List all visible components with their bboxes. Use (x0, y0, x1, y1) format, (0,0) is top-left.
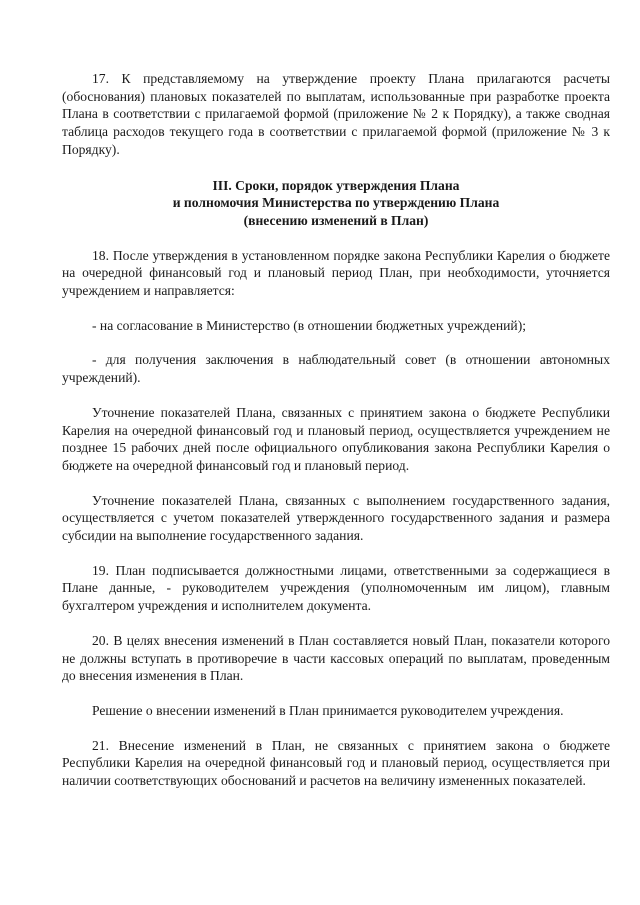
paragraph-18-item-1: - на согласование в Министерство (в отношении бюджетных учреждений); (92, 317, 526, 333)
paragraph-18-item-2: - для получения заключения в наблюдательный совет (в отношении автономных учреждений). (62, 352, 610, 386)
paragraph-18: 18. После утверждения в установленном порядке закона Республики Карелия о бюджете на очередной финансовый год и плановый период План, при необходимости, уточняется учреждением и направляется: (62, 247, 610, 299)
paragraph-17: 17. К представляемому на утверждение проекту Плана прилагаются расчеты (обоснования) плановых показателей по выплатам, использованные при разработке проекта Плана в соответствии с прилагаемой формой (приложение № 2 к Порядку), а также сводная таблица расходов текущего года в соответствии с прилагаемой формой (приложение № 3 к Порядку). (62, 71, 610, 157)
paragraph-18-clarification-2: Уточнение показателей Плана, связанных с выполнением государственного задания, осуществляется с учетом показателей утвержденного государственного задания и размера субсидии на выполнение государственного задания. (62, 492, 610, 544)
paragraph-18-clarification-1: Уточнение показателей Плана, связанных с принятием закона о бюджете Республики Карелия на очередной финансовый год и плановый период, осуществляется учреждением не позднее 15 рабочих дней после официального опубликования закона Республики Карелия о бюджете на очередной финансовый год и плановый период. (62, 404, 610, 473)
paragraph-20-decision: Решение о внесении изменений в План принимается руководителем учреждения. (92, 702, 564, 718)
paragraph-19: 19. План подписывается должностными лицами, ответственными за содержащиеся в Плане данные, - руководителем учреждения (уполномоченным им лицом), главным бухгалтером учреждения и исполнителем документа. (62, 562, 610, 614)
paragraph-21: 21. Внесение изменений в План, не связанных с принятием закона о бюджете Республики Карелия на очередной финансовый год и плановый период, осуществляется при наличии соответствующих обоснований и расчетов на величину измененных показателей. (62, 737, 610, 789)
paragraph-20: 20. В целях внесения изменений в План составляется новый План, показатели которого не должны вступать в противоречие в части кассовых операций по выплатам, проведенным до внесения изменения в План. (62, 632, 610, 684)
section-heading-line-3: (внесению изменений в План) (243, 212, 429, 228)
section-heading-line-2: и полномочия Министерства по утверждению Плана (172, 195, 500, 211)
section-heading-line-1: III. Сроки, порядок утверждения Плана (212, 177, 460, 193)
section-heading (62, 177, 610, 230)
